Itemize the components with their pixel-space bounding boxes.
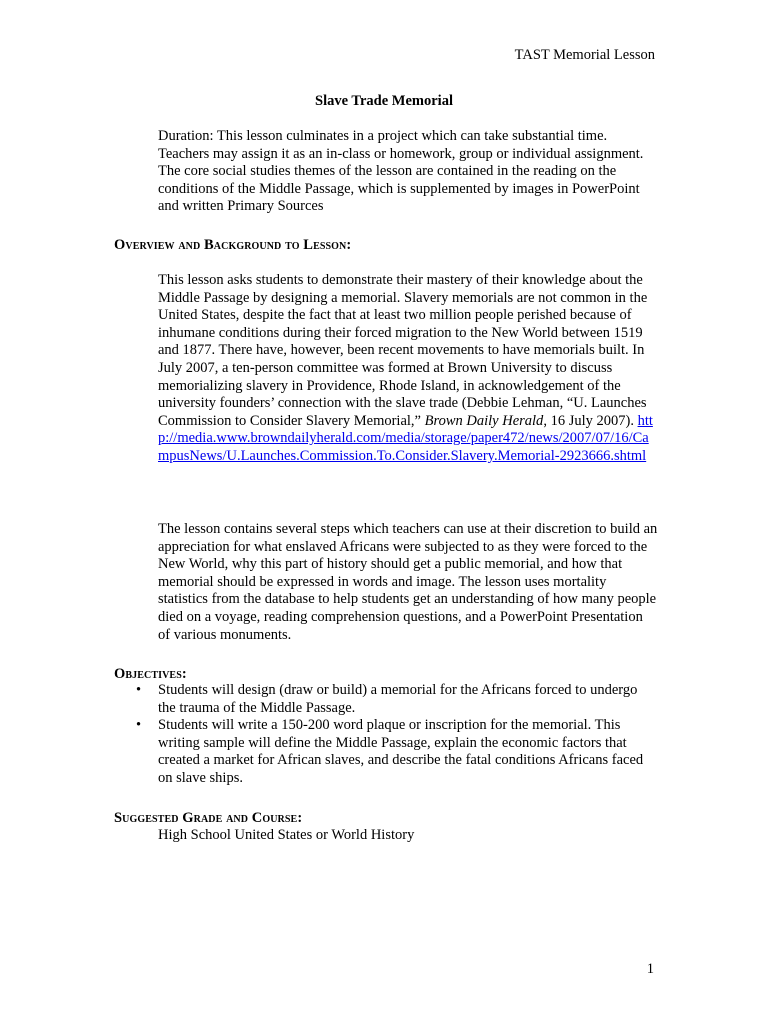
duration-text: Duration: This lesson culminates in a project which can take substantial time. Teachers may assign it as an in-class or homework, group or individual assignment. The core social studies themes of the lesson are contained in the reading on the conditions of the Middle Passage, which is supplemented by images in PowerPoint and written Primary Sources [158,128,644,215]
overview-paragraph-2 [158,521,658,644]
list-item [136,717,656,787]
overview-paragraph-1-content [158,272,658,466]
objectives-list [136,682,656,788]
citation-source: Brown Daily Herald [424,412,544,429]
running-header: TAST Memorial Lesson [514,47,655,63]
duration-paragraph [158,128,658,216]
objective-text: Students will design (draw or build) a memorial for the Africans forced to undergo the trauma of the Middle Passage. [158,682,638,716]
overview-heading: Overview and Background to Lesson: [114,237,352,253]
citation-date: , 16 July 2007). [543,412,634,429]
objective-text: Students will write a 150-200 word plaque or inscription for the memorial. This writing sample will define the Middle Passage, explain the economic factors that created a market for African slaves, and describe the fatal conditions Africans faced on slave ships. [158,717,644,786]
bullet-icon: • [136,682,142,698]
overview-paragraph-1 [158,272,658,466]
document-title: Slave Trade Memorial [315,93,453,109]
objectives-heading: Objectives: [114,666,187,682]
bullet-icon: • [136,717,142,734]
grade-course-value: High School United States or World History [158,827,415,843]
citation-link[interactable]: http://media.www.browndailyherald.com/media/storage/paper472/news/2007/07/16/CampusNews/U.Launches.Commission.To.Consider.Slavery.Memorial-2923666.shtml [158,412,653,464]
overview-paragraph-1-text: This lesson asks students to demonstrate their mastery of their knowledge about the Middle Passage by designing a memorial. Slavery memorials are not common in the United States, despite the fact that at least two million people perished because of inhumane conditions during their forced migration to the New World between 1519 and 1877. There have, however, been recent movements to have memorials built. In July 2007, a ten-person committee was formed at Brown University to discuss memorializing slavery in Providence, Rhode Island, in acknowledgement of the university founders’ connection with the slave trade (Debbie Lehman, “U. Launches Commission to Consider Slavery Memorial,” [158,272,648,429]
list-item [136,682,656,717]
page-number: 1 [646,961,654,977]
grade-course-heading: Suggested Grade and Course: [114,810,303,826]
overview-paragraph-2-text: The lesson contains several steps which teachers can use at their discretion to build an appreciation for what enslaved Africans were subjected to as they were forced to the New World, why this part of history should get a public memorial, and how that memorial should be expressed in words and image. The lesson uses mortality statistics from the database to help students get an understanding of how many people died on a voyage, reading comprehension questions, and a PowerPoint Presentation of various monuments. [158,521,658,643]
